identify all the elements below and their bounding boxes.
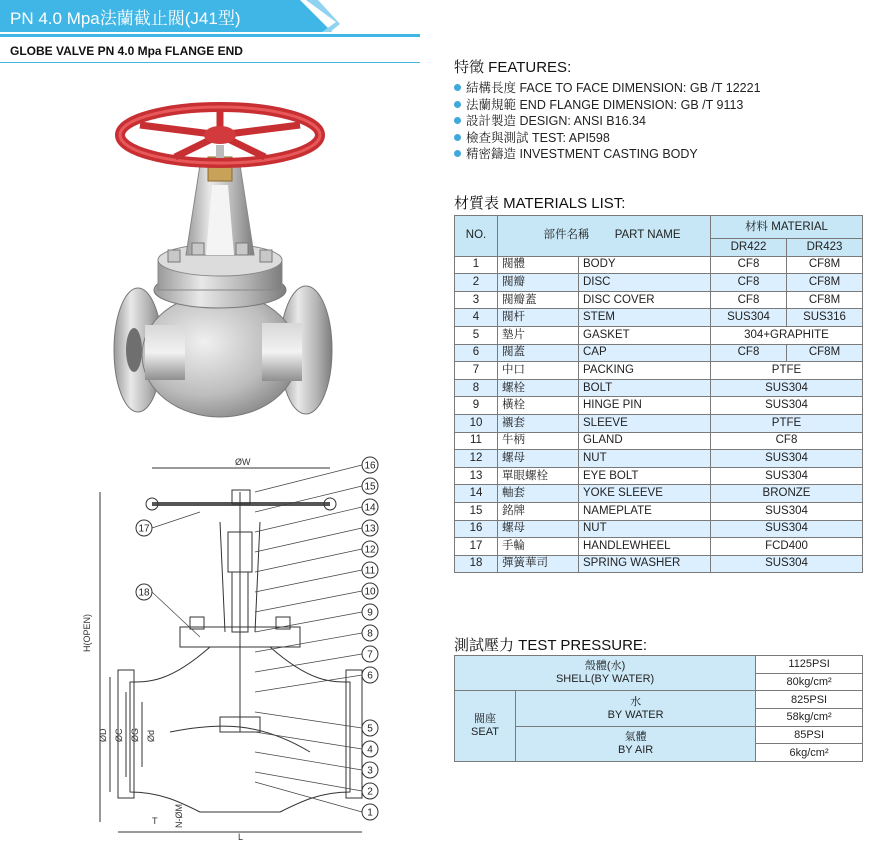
table-cell: CF8 bbox=[711, 291, 787, 309]
table-cell: PTFE bbox=[711, 362, 863, 380]
table-cell: NAMEPLATE bbox=[579, 502, 711, 520]
feature-item: 設計製造 DESIGN: ANSI B16.34 bbox=[454, 113, 761, 130]
table-cell: 閥杆 bbox=[498, 309, 579, 327]
table-cell: 8 bbox=[455, 379, 498, 397]
svg-text:1: 1 bbox=[367, 807, 373, 819]
dim-c: ØC bbox=[114, 728, 124, 742]
col-no: NO. bbox=[455, 216, 498, 257]
dim-w: ØW bbox=[235, 457, 251, 467]
svg-text:6: 6 bbox=[367, 670, 373, 682]
table-cell: 螺母 bbox=[498, 450, 579, 468]
table-cell: 6 bbox=[455, 344, 498, 362]
table-cell: 閥體 bbox=[498, 256, 579, 274]
callout-15 bbox=[255, 478, 378, 512]
table-cell: SLEEVE bbox=[579, 414, 711, 432]
table-row bbox=[455, 467, 863, 485]
table-row bbox=[455, 538, 863, 556]
water-psi: 825PSI bbox=[756, 691, 863, 709]
table-cell: 304+GRAPHITE bbox=[711, 326, 863, 344]
table-cell: 9 bbox=[455, 397, 498, 415]
shell-label: 殼體(水) SHELL(BY WATER) bbox=[455, 656, 756, 691]
col-dr422: DR422 bbox=[711, 239, 787, 257]
table-cell: SUS316 bbox=[787, 309, 863, 327]
table-cell: 彈簧華司 bbox=[498, 555, 579, 573]
table-cell: 墊片 bbox=[498, 326, 579, 344]
table-cell: 13 bbox=[455, 467, 498, 485]
table-cell: CF8 bbox=[711, 344, 787, 362]
callout-5 bbox=[255, 712, 378, 736]
bullet-icon bbox=[454, 117, 461, 124]
table-cell: 16 bbox=[455, 520, 498, 538]
callout-2 bbox=[255, 772, 378, 799]
table-cell: SUS304 bbox=[711, 450, 863, 468]
table-cell: 1 bbox=[455, 256, 498, 274]
seat-label: 閥座 SEAT bbox=[455, 691, 516, 762]
dim-d: ØD bbox=[98, 728, 108, 742]
table-row bbox=[455, 414, 863, 432]
pressure-table bbox=[454, 655, 863, 762]
svg-text:5: 5 bbox=[367, 723, 373, 735]
table-row bbox=[455, 432, 863, 450]
title-underline bbox=[0, 34, 420, 37]
callout-4 bbox=[255, 732, 378, 757]
table-cell: 橫栓 bbox=[498, 397, 579, 415]
table-cell: STEM bbox=[579, 309, 711, 327]
table-cell: FCD400 bbox=[711, 538, 863, 556]
table-row bbox=[455, 362, 863, 380]
table-cell: PTFE bbox=[711, 414, 863, 432]
table-cell: SUS304 bbox=[711, 520, 863, 538]
table-cell: 4 bbox=[455, 309, 498, 327]
table-cell: CF8M bbox=[787, 274, 863, 292]
col-dr423: DR423 bbox=[787, 239, 863, 257]
table-cell: 螺栓 bbox=[498, 379, 579, 397]
table-cell: 襯套 bbox=[498, 414, 579, 432]
table-cell: 5 bbox=[455, 326, 498, 344]
table-row bbox=[455, 274, 863, 292]
table-row bbox=[455, 291, 863, 309]
table-cell: GLAND bbox=[579, 432, 711, 450]
table-cell: 18 bbox=[455, 555, 498, 573]
table-cell: EYE BOLT bbox=[579, 467, 711, 485]
svg-text:7: 7 bbox=[367, 649, 373, 661]
svg-text:4: 4 bbox=[367, 744, 373, 756]
features-list bbox=[454, 80, 761, 163]
table-cell: 閥瓣 bbox=[498, 274, 579, 292]
svg-text:16: 16 bbox=[364, 460, 376, 472]
table-cell: 閥瓣蓋 bbox=[498, 291, 579, 309]
table-cell: SUS304 bbox=[711, 467, 863, 485]
pressure-heading: 測試壓力 TEST PRESSURE: bbox=[454, 637, 648, 654]
table-cell: SUS304 bbox=[711, 379, 863, 397]
table-cell: SUS304 bbox=[711, 309, 787, 327]
table-cell: CF8 bbox=[711, 432, 863, 450]
svg-text:10: 10 bbox=[364, 586, 376, 598]
table-row bbox=[455, 555, 863, 573]
page-subtitle: GLOBE VALVE PN 4.0 Mpa FLANGE END bbox=[10, 44, 243, 58]
bullet-icon bbox=[454, 150, 461, 157]
table-cell: NUT bbox=[579, 450, 711, 468]
table-row bbox=[455, 450, 863, 468]
bullet-icon bbox=[454, 84, 461, 91]
table-cell: CF8M bbox=[787, 256, 863, 274]
callout-10 bbox=[255, 583, 378, 612]
shell-kg: 80kg/cm² bbox=[756, 673, 863, 691]
svg-text:12: 12 bbox=[364, 544, 376, 556]
table-cell: 手輪 bbox=[498, 538, 579, 556]
water-kg: 58kg/cm² bbox=[756, 709, 863, 727]
callout-17 bbox=[136, 512, 200, 536]
table-cell: PACKING bbox=[579, 362, 711, 380]
dim-g: ØG bbox=[130, 727, 140, 742]
table-cell: 14 bbox=[455, 485, 498, 503]
callout-11 bbox=[255, 562, 378, 592]
bullet-icon bbox=[454, 134, 461, 141]
table-cell: 10 bbox=[455, 414, 498, 432]
table-cell: 2 bbox=[455, 274, 498, 292]
table-row bbox=[455, 520, 863, 538]
table-cell: HINGE PIN bbox=[579, 397, 711, 415]
features-heading: 特徵 FEATURES: bbox=[454, 59, 572, 76]
table-cell: 11 bbox=[455, 432, 498, 450]
dim-l: L bbox=[238, 832, 244, 842]
table-cell: 單眼螺栓 bbox=[498, 467, 579, 485]
dim-n: N-ØM bbox=[174, 804, 184, 828]
table-cell: GASKET bbox=[579, 326, 711, 344]
table-cell: 銘牌 bbox=[498, 502, 579, 520]
valve-drawing bbox=[70, 452, 390, 842]
table-cell: BODY bbox=[579, 256, 711, 274]
svg-text:9: 9 bbox=[367, 607, 373, 619]
svg-text:14: 14 bbox=[364, 502, 376, 514]
table-row bbox=[455, 485, 863, 503]
table-cell: 12 bbox=[455, 450, 498, 468]
table-cell: CF8M bbox=[787, 291, 863, 309]
table-cell: NUT bbox=[579, 520, 711, 538]
water-label: 水 BY WATER bbox=[516, 691, 756, 726]
feature-item: 檢查與測試 TEST: API598 bbox=[454, 130, 761, 147]
table-cell: 17 bbox=[455, 538, 498, 556]
svg-text:17: 17 bbox=[138, 523, 150, 535]
materials-table bbox=[454, 215, 863, 573]
callout-8 bbox=[255, 625, 378, 652]
svg-text:13: 13 bbox=[364, 523, 376, 535]
table-cell: SUS304 bbox=[711, 502, 863, 520]
callout-1 bbox=[255, 782, 378, 820]
table-cell: 螺母 bbox=[498, 520, 579, 538]
table-cell: CAP bbox=[579, 344, 711, 362]
table-row bbox=[455, 256, 863, 274]
table-cell: 3 bbox=[455, 291, 498, 309]
air-psi: 85PSI bbox=[756, 726, 863, 744]
materials-heading: 材質表 MATERIALS LIST: bbox=[454, 195, 626, 212]
table-cell: 牛柄 bbox=[498, 432, 579, 450]
table-cell: 15 bbox=[455, 502, 498, 520]
table-row bbox=[455, 502, 863, 520]
page-title: PN 4.0 Mpa法蘭截止閥(J41型) bbox=[10, 9, 241, 28]
table-cell: CF8 bbox=[711, 274, 787, 292]
shell-psi: 1125PSI bbox=[756, 656, 863, 674]
table-cell: HANDLEWHEEL bbox=[579, 538, 711, 556]
valve-photo bbox=[100, 95, 340, 450]
callout-13 bbox=[255, 520, 378, 552]
table-row bbox=[455, 309, 863, 327]
table-cell: BOLT bbox=[579, 379, 711, 397]
table-cell: DISC bbox=[579, 274, 711, 292]
table-cell: YOKE SLEEVE bbox=[579, 485, 711, 503]
table-cell: 軸套 bbox=[498, 485, 579, 503]
callout-3 bbox=[255, 752, 378, 778]
table-cell: SUS304 bbox=[711, 397, 863, 415]
table-cell: CF8M bbox=[787, 344, 863, 362]
table-cell: BRONZE bbox=[711, 485, 863, 503]
table-cell: 中口 bbox=[498, 362, 579, 380]
air-kg: 6kg/cm² bbox=[756, 744, 863, 762]
table-row bbox=[455, 326, 863, 344]
table-cell: 閥蓋 bbox=[498, 344, 579, 362]
svg-text:2: 2 bbox=[367, 786, 373, 798]
table-cell: 7 bbox=[455, 362, 498, 380]
svg-text:11: 11 bbox=[364, 565, 376, 577]
dim-h: H(OPEN) bbox=[82, 614, 92, 652]
col-part-name: 部件名稱 PART NAME bbox=[498, 216, 711, 257]
air-label: 氣體 BY AIR bbox=[516, 726, 756, 761]
feature-item: 精密鑄造 INVESTMENT CASTING BODY bbox=[454, 146, 761, 163]
dim-d2: Ød bbox=[146, 729, 156, 742]
table-row bbox=[455, 397, 863, 415]
col-material: 材料 MATERIAL bbox=[711, 216, 863, 239]
dim-t: T bbox=[152, 816, 158, 826]
table-cell: DISC COVER bbox=[579, 291, 711, 309]
table-cell: SUS304 bbox=[711, 555, 863, 573]
callout-6 bbox=[255, 667, 378, 692]
callout-12 bbox=[255, 541, 378, 572]
svg-text:3: 3 bbox=[367, 765, 373, 777]
table-cell: SPRING WASHER bbox=[579, 555, 711, 573]
table-row bbox=[455, 379, 863, 397]
svg-text:8: 8 bbox=[367, 628, 373, 640]
svg-text:15: 15 bbox=[364, 481, 376, 493]
table-cell: CF8 bbox=[711, 256, 787, 274]
feature-item: 結構長度 FACE TO FACE DIMENSION: GB /T 12221 bbox=[454, 80, 761, 97]
feature-item: 法蘭規範 END FLANGE DIMENSION: GB /T 9113 bbox=[454, 97, 761, 114]
table-row bbox=[455, 344, 863, 362]
bullet-icon bbox=[454, 101, 461, 108]
svg-text:18: 18 bbox=[138, 587, 150, 599]
subtitle-divider bbox=[0, 62, 420, 63]
